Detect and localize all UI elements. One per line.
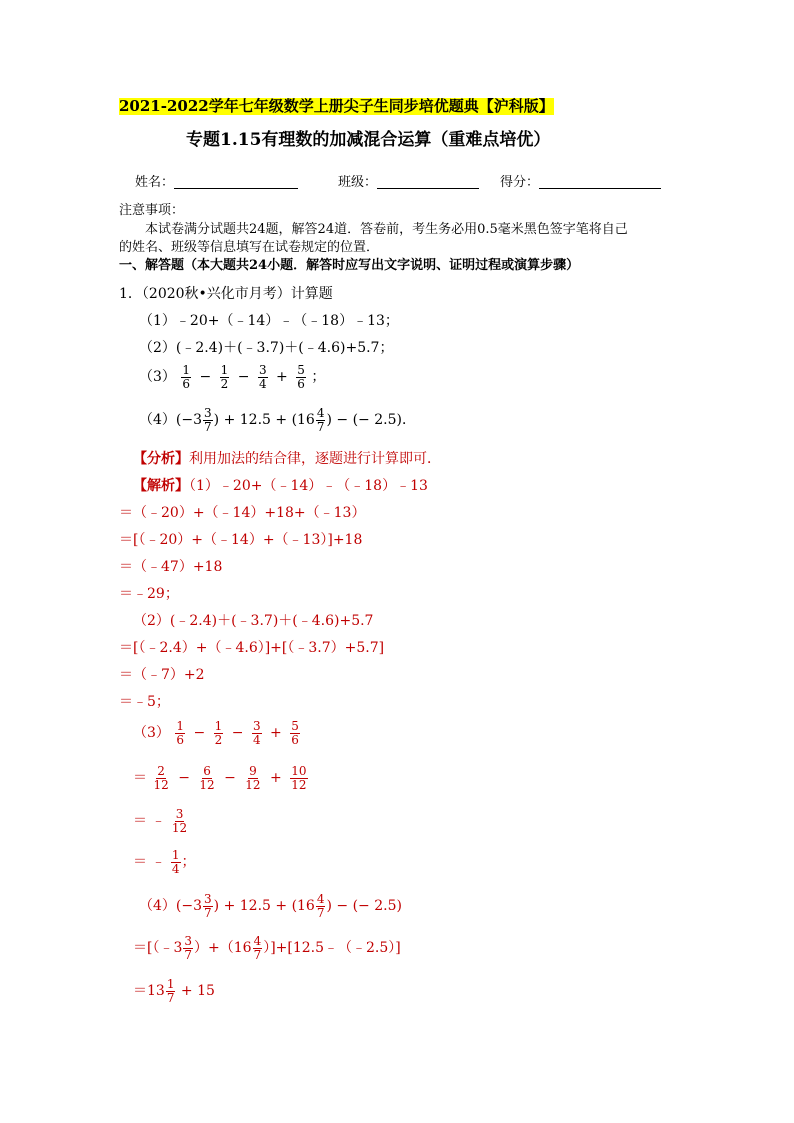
- analysis-tag: 【分析】: [133, 451, 189, 467]
- solution-step: ＝[（﹣3 $\frac{3}{7}$ ）+（16 $\frac{4}{7}$ ）]+[12.5﹣（﹣2.5）]: [133, 934, 401, 962]
- analysis-text: 利用加法的结合律，逐题进行计算即可．: [189, 451, 441, 467]
- solution-step: ＝ ﹣ $\frac{1}{4}$ ；: [133, 848, 196, 876]
- question-part-4: （4） (−3 $\frac{3}{7}$ ) + 12.5 + (16 $\frac{4}{7}$ ) − (− 2.5)．: [139, 406, 416, 434]
- class-field[interactable]: [338, 176, 479, 189]
- series-banner: 2021-2022学年七年级数学上册尖子生同步培优题典【沪科版】: [119, 97, 554, 115]
- solution-step: ＝﹣5；: [119, 694, 170, 710]
- solution-step: ＝[（﹣2.4）+（﹣4.6）]+[（﹣3.7）+5.7]: [119, 640, 385, 656]
- notice-line-2: 的姓名、班级等信息填写在试卷规定的位置．: [119, 240, 380, 255]
- class-label: 班级：: [338, 175, 378, 190]
- solution-step: ＝（﹣47）+18: [119, 559, 223, 575]
- solution-step: ＝[（﹣20）+（﹣14）+（﹣13）]+18: [119, 532, 363, 548]
- name-blank[interactable]: [174, 176, 298, 189]
- question-part-3: （3） $\frac{1}{6}$ − $\frac{1}{2}$ − $\frac{3}{4}$ + $\frac{5}{6}$ ；: [139, 363, 326, 391]
- solution-step: ＝ ﹣ $\frac{3}{12}$: [133, 807, 188, 835]
- solution-step: ＝（﹣7）+2: [119, 667, 205, 683]
- name-label: 姓名：: [135, 175, 175, 190]
- class-blank[interactable]: [377, 176, 479, 189]
- solution-line-4: （4）(−3 $\frac{3}{7}$ ) + 12.5 + (16 $\frac{4}{7}$ ) − (− 2.5): [139, 892, 402, 920]
- solution-step: ＝﹣29；: [119, 586, 179, 602]
- notice-line-1: 本试卷满分试题共24题，解答24道．答卷前，考生务必用0.5毫米黑色签字笔将自己: [145, 222, 628, 237]
- question-part-2: （2）(﹣2.4)＋(﹣3.7)＋(﹣4.6)+5.7；: [139, 340, 394, 356]
- score-label: 得分：: [500, 175, 540, 190]
- question-part-1: （1）﹣20+（﹣14）﹣（﹣18）﹣13；: [139, 313, 399, 329]
- analysis: [133, 452, 441, 466]
- solution-line-2: （2）(﹣2.4)＋(﹣3.7)＋(﹣4.6)+5.7: [133, 613, 374, 629]
- score-blank[interactable]: [539, 176, 661, 189]
- solution-line-1: 【解析】（1）﹣20+（﹣14）﹣（﹣18）﹣13: [133, 478, 428, 494]
- page-title: 专题1.15有理数的加减混合运算（重难点培优）: [186, 130, 551, 150]
- solution-tag: 【解析】: [133, 478, 189, 494]
- solution-step: ＝13 $\frac{1}{7}$ + 15: [133, 977, 215, 1005]
- solution-step: ＝ $\frac{2}{12}$ − $\frac{6}{12}$ − $\frac{9}{12}$ + $\frac{10}{12}$: [133, 764, 307, 792]
- solution-line-3: （3） $\frac{1}{6}$ − $\frac{1}{2}$ − $\frac{3}{4}$ + $\frac{5}{6}$: [133, 719, 299, 747]
- score-field[interactable]: [500, 176, 661, 189]
- solution-step: ＝（﹣20）+（﹣14）+18+（﹣13）: [119, 505, 366, 521]
- question-intro: 1．（2020秋•兴化市月考）计算题: [119, 286, 333, 302]
- notice-heading: 注意事项：: [119, 203, 185, 218]
- name-field[interactable]: [135, 176, 298, 189]
- section-title: 一、解答题（本大题共24小题．解答时应写出文字说明、证明过程或演算步骤）: [119, 258, 580, 273]
